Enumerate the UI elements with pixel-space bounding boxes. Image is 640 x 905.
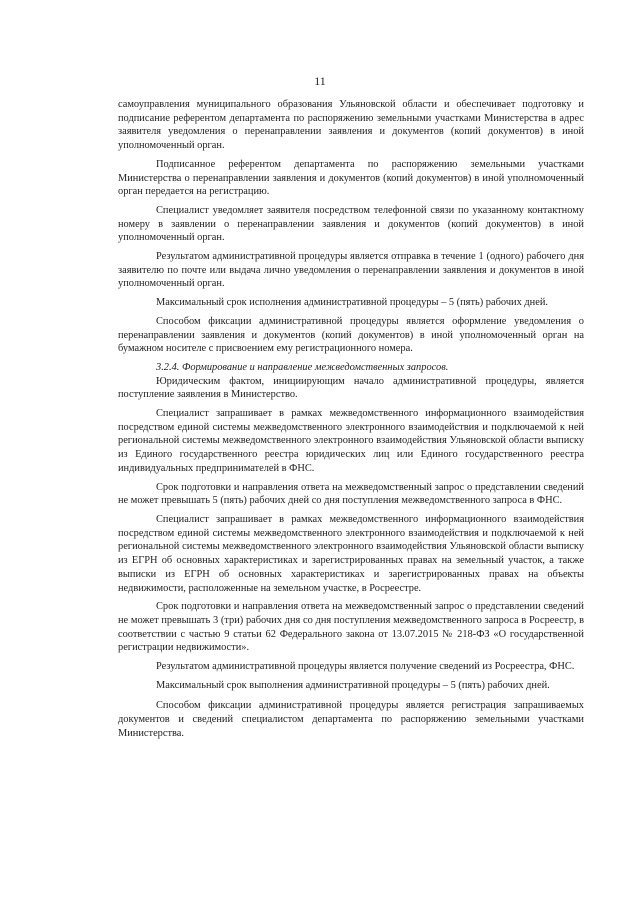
page-number: 11 [314, 74, 326, 88]
paragraph: самоуправления муниципального образования Ульяновской области и обеспечивает подготовку и подписание референтом департамента по распоряжению земельными участками Министерства в адрес заявителя уведомления о перенаправлении заявления и документов (копий документов) в иной уполномоченный орган. [118, 99, 584, 152]
paragraph: Срок подготовки и направления ответа на межведомственный запрос о представлении сведений не может превышать 3 (три) рабочих дня со дня поступления межведомственного запроса в Росреестр, в соответствии с частью 9 статьи 62 Федерального закона от 13.07.2015 № 218-ФЗ «О государственной регистрации недвижимости». [118, 601, 584, 654]
section-heading: 3.2.4. Формирование и направление межведомственных запросов. [156, 361, 449, 373]
paragraph: Специалист запрашивает в рамках межведомственного информационного взаимодействия посредством единой системы межведомственного электронного взаимодействия и подключаемой к ней региональной системы межведомственного электронного взаимодействия Ульяновской области выписку из ЕГРН об основных характеристиках и зарегистрированных правах на земельный участок, а также выписки из ЕГРН об основных характеристиках и зарегистрированных правах на объекты недвижимости, расположенные на земельном участке, в Росреестре. [118, 513, 584, 594]
paragraph: Срок подготовки и направления ответа на межведомственный запрос о представлении сведений не может превышать 5 (пять) рабочих дней со дня поступления межведомственного запроса в ФНС. [118, 481, 584, 507]
paragraph: Максимальный срок выполнения административной процедуры – 5 (пять) рабочих дней. [156, 680, 550, 692]
paragraph: Способом фиксации административной процедуры является регистрация запрашиваемых документов и сведений специалистом департамента по распоряжению земельными участками Министерства. [118, 699, 584, 740]
paragraph: Способом фиксации административной процедуры является оформление уведомления о перенаправлении заявления и документов (копий документов) в иной уполномоченный орган на бумажном носителе с присвоением ему регистрационного номера. [118, 315, 584, 355]
document-body [118, 98, 584, 742]
paragraph: Максимальный срок исполнения административной процедуры – 5 (пять) рабочих дней. [156, 297, 549, 309]
paragraph: Специалист запрашивает в рамках межведомственного информационного взаимодействия посредством единой системы межведомственного электронного взаимодействия и подключаемой к ней региональной системы межведомственного электронного взаимодействия Ульяновской области выписку из Единого государственного реестра юридических лиц или Единого государственного реестра индивидуальных предпринимателей в ФНС. [118, 408, 584, 474]
paragraph: Юридическим фактом, инициирующим начало административной процедуры, является поступление заявления в Министерство. [118, 375, 584, 401]
paragraph: Специалист уведомляет заявителя посредством телефонной связи по указанному контактному номеру в заявлении о перенаправлении заявления и документов (копий документов) в иной уполномоченный орган. [118, 204, 584, 244]
paragraph: Результатом административной процедуры является отправка в течение 1 (одного) рабочего дня заявителю по почте или выдача лично уведомления о перенаправлении заявления и документов в иной уполномоченный орган. [118, 251, 584, 290]
paragraph: Подписанное референтом департамента по распоряжению земельными участками Министерства о перенаправлении заявления и документов (копий документов) в иной уполномоченный орган передается на регистрацию. [118, 158, 584, 198]
paragraph: Результатом административной процедуры является получение сведений из Росреестра, ФНС. [156, 661, 575, 673]
